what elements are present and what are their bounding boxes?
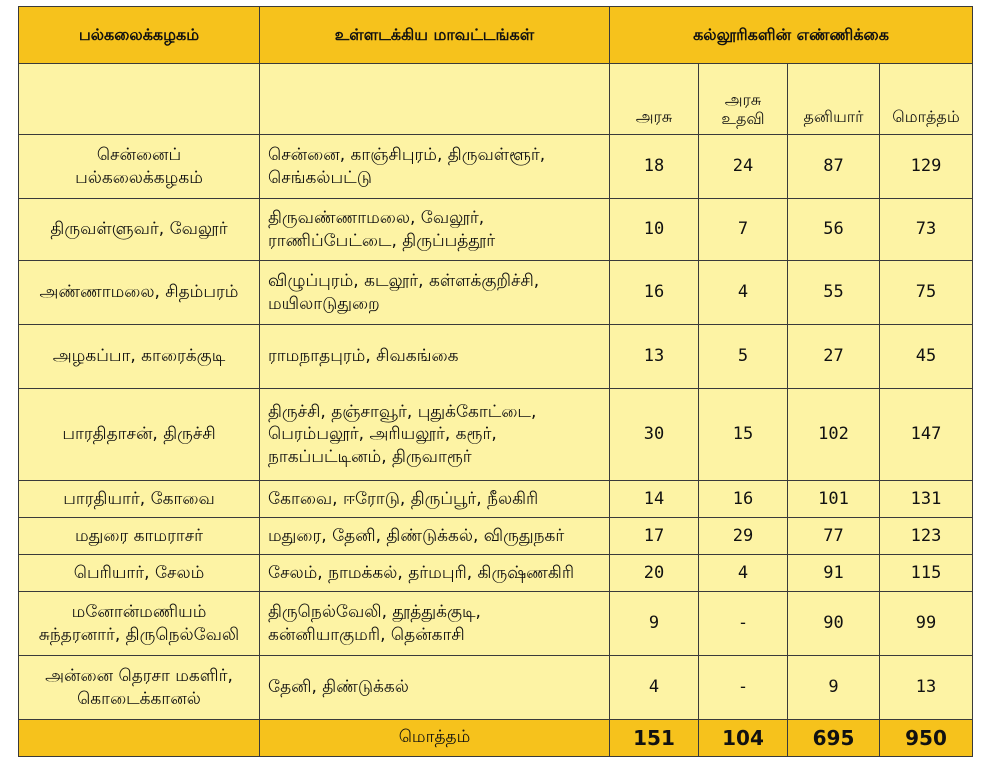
university-name-line: திருவள்ளுவர், வேலூர் [50,219,228,240]
district-line: ராமநாதபுரம், சிவகங்கை [268,346,459,367]
table-row [19,555,973,592]
university-cell [19,656,260,720]
govt-count-cell: 13 [610,325,699,389]
total-count-cell: 129 [880,135,973,199]
university-cell [19,261,260,325]
table-row [19,325,973,389]
districts-cell [260,555,610,592]
total-count-cell: 131 [880,481,973,518]
district-line: சேலம், நாமக்கல், தர்மபுரி, கிருஷ்ணகிரி [268,562,575,583]
table-row [19,518,973,555]
subheader-empty-1 [19,64,260,135]
total-aided: 104 [699,720,788,757]
govt-count-cell: 16 [610,261,699,325]
govt-count-cell: 18 [610,135,699,199]
table-row [19,261,973,325]
govt-count-cell: 4 [610,656,699,720]
header-colleges: கல்லூரிகளின் எண்ணிக்கை [610,7,973,64]
district-line: சென்னை, காஞ்சிபுரம், திருவள்ளூர், [268,145,546,166]
table-row [19,481,973,518]
total-count-cell: 45 [880,325,973,389]
district-line: நாகப்பட்டினம், திருவாரூர் [268,446,472,467]
district-line: மயிலாடுதுறை [268,293,380,314]
total-total: 950 [880,720,973,757]
subheader-aided-line2: உதவி [721,108,765,128]
private-count-cell: 91 [788,555,880,592]
districts-cell [260,481,610,518]
total-count-cell: 75 [880,261,973,325]
total-label: மொத்தம் [260,720,610,757]
private-count-cell: 56 [788,199,880,261]
total-row [19,720,973,757]
districts-cell [260,656,610,720]
university-name-line: பெரியார், சேலம் [73,562,205,583]
total-count-cell: 13 [880,656,973,720]
table-row [19,199,973,261]
aided-count-cell: 4 [699,555,788,592]
university-cell [19,389,260,481]
aided-count-cell: 24 [699,135,788,199]
govt-count-cell: 17 [610,518,699,555]
private-count-cell: 77 [788,518,880,555]
university-cell [19,592,260,656]
districts-cell [260,592,610,656]
total-empty [19,720,260,757]
subheader-empty-2 [260,64,610,135]
district-line: திருவண்ணாமலை, வேலூர், [268,208,485,229]
aided-count-cell: 29 [699,518,788,555]
aided-count-cell: 7 [699,199,788,261]
district-line: திருச்சி, தஞ்சாவூர், புதுக்கோட்டை, [268,401,537,422]
header-districts: உள்ளடக்கிய மாவட்டங்கள் [260,7,610,64]
govt-count-cell: 9 [610,592,699,656]
govt-count-cell: 30 [610,389,699,481]
university-name-line: சென்னைப் [96,145,182,166]
header-university: பல்கலைக்கழகம் [19,7,260,64]
private-count-cell: 55 [788,261,880,325]
university-name-line: சுந்தரனார், திருநெல்வேலி [38,624,240,645]
private-count-cell: 102 [788,389,880,481]
university-cell [19,555,260,592]
subheader-aided-line1: அரசு [724,90,762,110]
district-line: திருநெல்வேலி, தூத்துக்குடி, [268,602,481,623]
total-count-cell: 73 [880,199,973,261]
university-cell [19,135,260,199]
district-line: ராணிப்பேட்டை, திருப்பத்தூர் [268,230,496,251]
private-count-cell: 87 [788,135,880,199]
district-line: கோவை, ஈரோடு, திருப்பூர், நீலகிரி [268,488,539,509]
govt-count-cell: 10 [610,199,699,261]
university-name-line: அழகப்பா, காரைக்குடி [52,346,226,367]
total-count-cell: 115 [880,555,973,592]
district-line: பெரம்பலூர், அரியலூர், கரூர், [268,424,497,445]
private-count-cell: 101 [788,481,880,518]
table-row [19,656,973,720]
university-name-line: கொடைக்கானல் [77,688,201,709]
university-name-line: மதுரை காமராசர் [74,525,204,546]
district-line: தேனி, திண்டுக்கல் [268,677,409,698]
university-name-line: அன்னை தெரசா மகளிர், [45,666,233,687]
districts-cell [260,199,610,261]
aided-count-cell: 16 [699,481,788,518]
table-row [19,592,973,656]
districts-cell [260,518,610,555]
district-line: செங்கல்பட்டு [268,167,372,188]
total-private: 695 [788,720,880,757]
aided-count-cell: - [699,592,788,656]
subheader-private: தனியார் [788,64,880,135]
subheader-row [19,64,973,135]
aided-count-cell: 15 [699,389,788,481]
university-name-line: பாரதிதாசன், திருச்சி [62,424,216,445]
header-row [19,7,973,64]
university-cell [19,518,260,555]
district-line: கன்னியாகுமரி, தென்காசி [268,624,465,645]
total-count-cell: 99 [880,592,973,656]
govt-count-cell: 14 [610,481,699,518]
total-count-cell: 123 [880,518,973,555]
subheader-aided [699,64,788,135]
districts-cell [260,325,610,389]
districts-cell [260,135,610,199]
university-cell [19,481,260,518]
private-count-cell: 27 [788,325,880,389]
district-line: விழுப்புரம், கடலூர், கள்ளக்குறிச்சி, [268,271,540,292]
total-count-cell: 147 [880,389,973,481]
aided-count-cell: - [699,656,788,720]
subheader-govt: அரசு [610,64,699,135]
districts-cell [260,261,610,325]
district-line: மதுரை, தேனி, திண்டுக்கல், விருதுநகர் [268,525,565,546]
govt-count-cell: 20 [610,555,699,592]
aided-count-cell: 5 [699,325,788,389]
university-name-line: பல்கலைக்கழகம் [75,167,203,188]
subheader-total: மொத்தம் [880,64,973,135]
table-row [19,389,973,481]
university-cell [19,199,260,261]
college-count-table [18,6,973,757]
university-name-line: அண்ணாமலை, சிதம்பரம் [39,282,239,303]
total-govt: 151 [610,720,699,757]
university-name-line: பாரதியார், கோவை [63,488,215,509]
aided-count-cell: 4 [699,261,788,325]
districts-cell [260,389,610,481]
private-count-cell: 90 [788,592,880,656]
table-row [19,135,973,199]
university-name-line: மனோன்மணியம் [71,602,207,623]
university-cell [19,325,260,389]
private-count-cell: 9 [788,656,880,720]
